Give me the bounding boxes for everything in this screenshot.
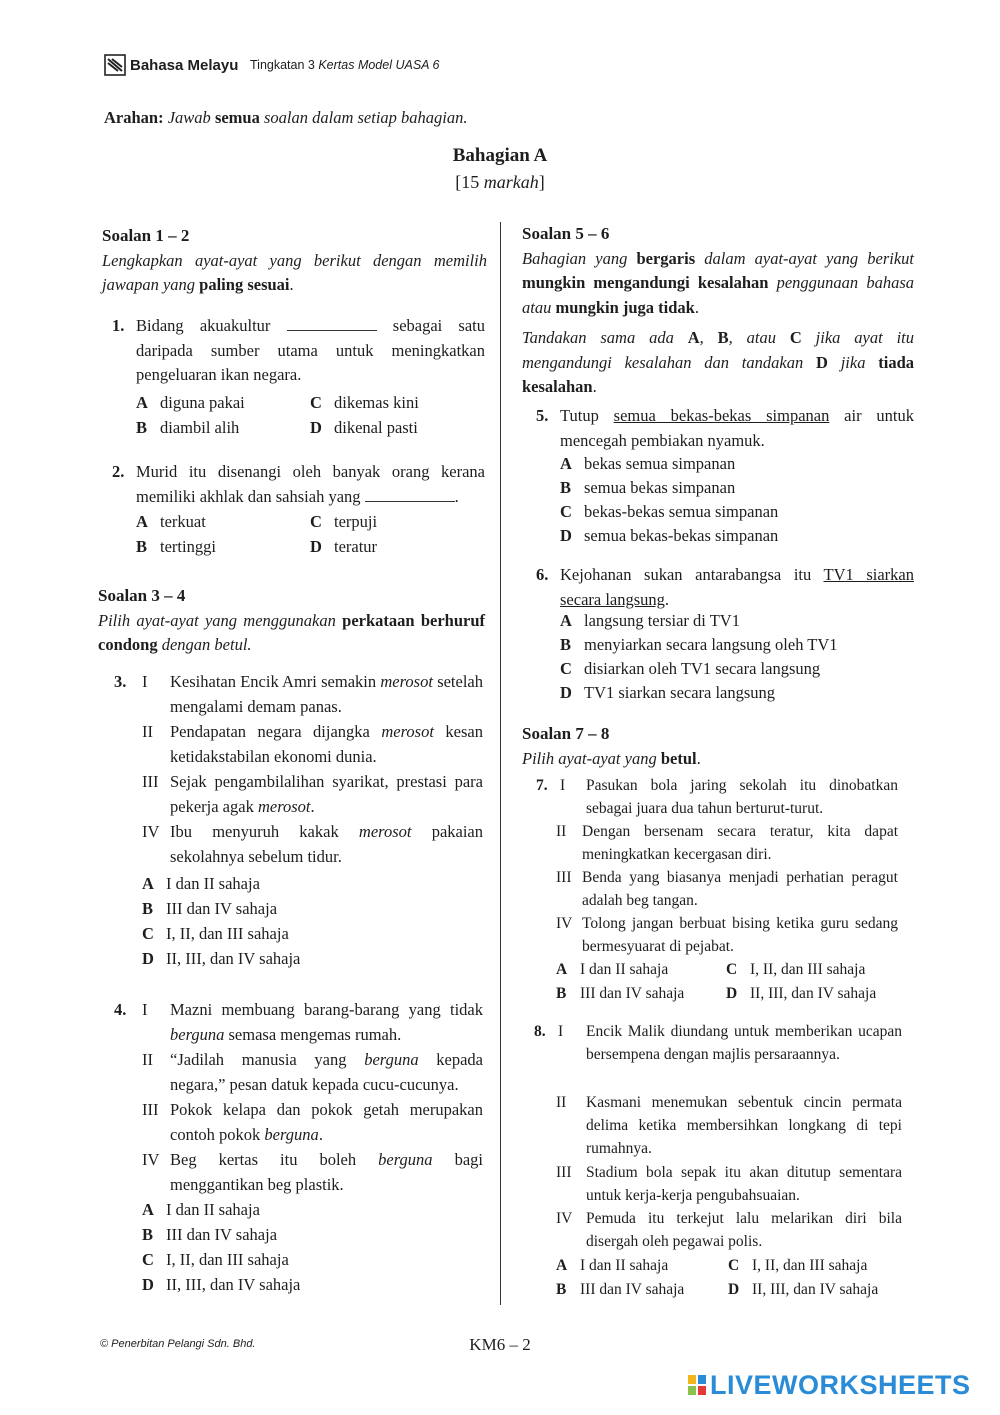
option-b[interactable]: B semua bekas simpanan [560, 478, 736, 497]
question-8 [534, 1020, 914, 1310]
option-a[interactable]: A diguna pakai [136, 393, 245, 412]
paper-meta [250, 58, 439, 72]
statement-ii: Dengan bersenam secara teratur, kita dapat meningkatkan kecergasan diri. [582, 823, 898, 863]
option-d[interactable]: D II, III, dan IV sahaja [726, 985, 877, 1002]
answer-blank [365, 487, 455, 502]
statement-ii: Pendapatan negara dijangka merosot kesan ketidakstabilan ekonomi dunia. [170, 722, 483, 766]
soalan-1-2-instruction: Lengkapkan ayat-ayat yang berikut dengan memilih jawapan yang paling sesuai. [102, 250, 487, 294]
option-c[interactable]: C I, II, dan III sahaja [142, 924, 289, 943]
statement-i: Pasukan bola jaring sekolah itu dinobatkan sebagai juara dua tahun berturut-turut. [586, 777, 898, 817]
option-c[interactable]: C I, II, dan III sahaja [142, 1250, 289, 1269]
soalan-3-4-block [98, 584, 485, 658]
statement-iii-label: III [556, 869, 572, 886]
option-b[interactable]: B III dan IV sahaja [142, 899, 278, 918]
publisher-logo-icon [104, 54, 126, 76]
statement-i: Encik Malik diundang untuk memberikan ucapan bersempena dengan majlis persaraannya. [586, 1023, 902, 1063]
statement-iv-label: IV [142, 1150, 160, 1169]
statement-iv: Ibu menyuruh kakak merosot pakaian sekolahnya sebelum tidur. [170, 822, 483, 866]
question-3 [114, 670, 485, 970]
underlined-phrase: semua bekas-bekas simpanan [613, 406, 830, 425]
statement-i-label: I [142, 1000, 148, 1019]
soalan-1-2-block [102, 224, 487, 298]
section-title: Bahagian A [452, 145, 548, 166]
question-7 [536, 774, 914, 1014]
publisher-footer: © Penerbitan Pelangi Sdn. Bhd. [100, 1338, 256, 1350]
option-a[interactable]: A terkuat [136, 512, 206, 531]
option-d[interactable]: D II, III, dan IV sahaja [728, 1281, 879, 1298]
question-6 [536, 563, 914, 702]
question-number: 5. [536, 406, 549, 425]
option-a[interactable]: A I dan II sahaja [142, 1200, 260, 1219]
option-b[interactable]: B III dan IV sahaja [556, 985, 685, 1002]
question-number: 7. [536, 777, 548, 794]
statement-ii-label: II [556, 1094, 567, 1111]
answer-blank [287, 316, 377, 331]
question-5 [536, 404, 914, 545]
option-d[interactable]: D semua bekas-bekas simpanan [560, 526, 779, 545]
statement-iv: Pemuda itu terkejut lalu melarikan diri bila disergah oleh pegawai polis. [586, 1210, 902, 1250]
option-b[interactable]: B menyiarkan secara langsung oleh TV1 [560, 635, 838, 654]
paper-label: Kertas Model UASA 6 [318, 58, 440, 72]
question-text: Tutup semua bekas-bekas simpanan air untuk mencegah pembiakan nyamuk. [560, 406, 914, 450]
option-d[interactable]: D II, III, dan IV sahaja [142, 949, 301, 968]
question-number: 2. [112, 462, 125, 481]
option-c[interactable]: C I, II, dan III sahaja [726, 961, 866, 978]
liveworksheets-brand[interactable]: LIVEWORKSHEETS [710, 1370, 971, 1400]
question-text: Kejohanan sukan antarabangsa itu TV1 siarkan secara langsung. [560, 565, 914, 609]
option-b[interactable]: B diambil alih [136, 418, 240, 437]
option-c[interactable]: C dikemas kini [310, 393, 419, 412]
statement-iii: Pokok kelapa dan pokok getah merupakan contoh pokok berguna. [170, 1100, 483, 1144]
subject-title: Bahasa Melayu [130, 57, 239, 74]
question-number: 3. [114, 672, 127, 691]
statement-iii: Stadium bola sepak itu akan ditutup sementara untuk kerja-kerja pengubahsuaian. [586, 1164, 902, 1204]
option-c[interactable]: C I, II, dan III sahaja [728, 1257, 868, 1274]
statement-iv-label: IV [142, 822, 160, 841]
option-a[interactable]: A langsung tersiar di TV1 [560, 611, 740, 630]
option-c[interactable]: C bekas-bekas semua simpanan [560, 502, 779, 521]
soalan-7-8-heading: Soalan 7 – 8 [522, 724, 610, 743]
option-a[interactable]: A I dan II sahaja [556, 1257, 669, 1274]
underlined-phrase: TV1 siarkan secara langsung [560, 565, 914, 609]
left-column [100, 222, 485, 1302]
page-number: KM6 – 2 [469, 1335, 531, 1354]
statement-ii-label: II [142, 1050, 153, 1069]
soalan-5-6-block [522, 222, 914, 400]
soalan-5-6-instruction-2: Tandakan sama ada A, B, atau C jika ayat itu mengandungi kesalahan dan tandakan D jika tiada kesalahan. [522, 328, 914, 396]
statement-iv: Beg kertas itu boleh berguna bagi menggantikan beg plastik. [170, 1150, 483, 1194]
soalan-7-8-block [522, 722, 914, 771]
option-b[interactable]: B III dan IV sahaja [142, 1225, 278, 1244]
statement-iii: Sejak pengambilalihan syarikat, prestasi para pekerja agak merosot. [170, 772, 483, 816]
soalan-5-6-heading: Soalan 5 – 6 [522, 224, 610, 243]
column-divider [500, 222, 501, 1305]
statement-ii-label: II [556, 823, 567, 840]
statement-i-label: I [560, 777, 566, 794]
soalan-3-4-heading: Soalan 3 – 4 [98, 586, 186, 605]
option-d[interactable]: D TV1 siarkan secara langsung [560, 683, 776, 702]
question-4 [114, 998, 485, 1298]
question-2 [112, 460, 485, 560]
statement-iii-label: III [556, 1164, 572, 1181]
statement-i: Mazni membuang barang-barang yang tidak berguna semasa mengemas rumah. [170, 1000, 483, 1044]
soalan-1-2-heading: Soalan 1 – 2 [102, 226, 190, 245]
option-d[interactable]: D dikenal pasti [310, 418, 418, 437]
option-c[interactable]: C disiarkan oleh TV1 secara langsung [560, 659, 821, 678]
statement-ii: “Jadilah manusia yang berguna kepada negara,” pesan datuk kepada cucu-cucunya. [170, 1050, 483, 1094]
statement-i: Kesihatan Encik Amri semakin merosot setelah mengalami demam panas. [170, 672, 483, 716]
soalan-7-8-instruction: Pilih ayat-ayat yang betul. [522, 748, 701, 768]
statement-iv: Tolong jangan berbuat bising ketika guru sedang bermesyuarat di pejabat. [582, 915, 898, 955]
question-number: 4. [114, 1000, 127, 1019]
option-c[interactable]: C terpuji [310, 512, 378, 531]
statement-iii-label: III [142, 772, 159, 791]
statement-i-label: I [558, 1023, 564, 1040]
option-b[interactable]: B tertinggi [136, 537, 216, 556]
statement-iii: Benda yang biasanya menjadi perhatian peragut adalah beg tangan. [582, 869, 898, 909]
statement-i-label: I [142, 672, 148, 691]
option-a[interactable]: A I dan II sahaja [142, 874, 260, 893]
question-text: Murid itu disenangi oleh banyak orang kerana memiliki akhlak dan sahsiah yang . [136, 462, 485, 506]
statement-iv-label: IV [556, 1210, 573, 1227]
section-marks: [15 markah] [455, 172, 545, 192]
statement-iv-label: IV [556, 915, 573, 932]
option-a[interactable]: A bekas semua simpanan [560, 454, 736, 473]
question-number: 1. [112, 316, 125, 335]
question-text: Bidang akuakultur sebagai satu daripada sumber utama untuk meningkatkan pengeluaran ikan negara. [136, 316, 486, 384]
statement-ii-label: II [142, 722, 153, 741]
statement-ii: Kasmani menemukan sebentuk cincin permata delima ketika membersihkan longkang di tepi rumahnya. [586, 1094, 902, 1157]
soalan-5-6-instruction-1: Bahagian yang bergaris dalam ayat-ayat yang berikut mungkin mengandungi kesalahan penggunaan bahasa atau mungkin juga tidak. [522, 248, 914, 317]
question-number: 6. [536, 565, 549, 584]
statement-iii-label: III [142, 1100, 159, 1119]
instructions: Arahan: Jawab semua soalan dalam setiap bahagian. [104, 108, 468, 127]
liveworksheets-logo-icon [688, 1375, 706, 1395]
right-column [522, 222, 914, 1302]
form-label: Tingkatan 3 [250, 58, 315, 72]
question-number: 8. [534, 1023, 546, 1040]
question-1 [112, 314, 485, 444]
option-d[interactable]: D teratur [310, 537, 378, 556]
option-d[interactable]: D II, III, dan IV sahaja [142, 1275, 301, 1294]
option-a[interactable]: A I dan II sahaja [556, 961, 669, 978]
option-b[interactable]: B III dan IV sahaja [556, 1281, 685, 1298]
soalan-3-4-instruction: Pilih ayat-ayat yang menggunakan perkataan berhuruf condong dengan betul. [98, 610, 486, 654]
